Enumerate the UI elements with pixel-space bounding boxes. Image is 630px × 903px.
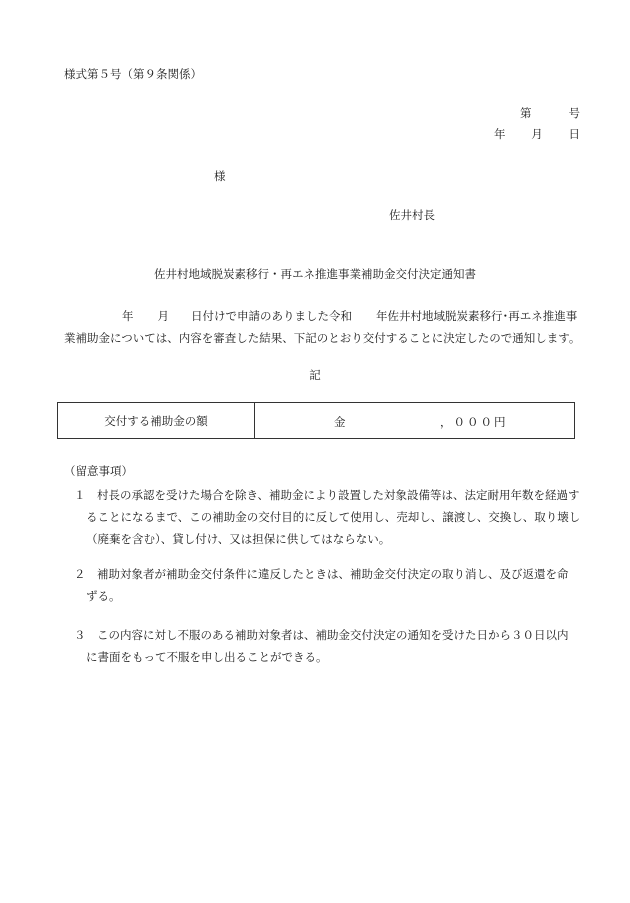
body-line-2: 業補助金については、内容を審査した結果、下記のとおり交付することに決定したので通知します。 (64, 331, 581, 345)
note-item-2 (64, 563, 594, 607)
date-year: 年 (494, 127, 506, 141)
body-paragraph (64, 305, 586, 349)
body-year: 年 (122, 309, 134, 323)
document-title: 佐井村地域脱炭素移行・再エネ推進事業補助金交付決定通知書 (154, 267, 476, 281)
addressee-honorific: 様 (214, 169, 226, 183)
amount-label: 交付する補助金の額 (58, 403, 255, 438)
amount-prefix: 金 (334, 415, 346, 429)
note-3-line-2: に書面をもって不服を申し出ることができる。 (86, 650, 328, 664)
body-line-1 (64, 305, 586, 327)
sender-name: 佐井村長 (389, 208, 435, 222)
doc-no-suffix: 号 (568, 106, 580, 120)
body-month: 月 (157, 309, 169, 323)
amount-table (57, 402, 575, 439)
doc-no-label: 第 (520, 106, 532, 120)
date-month: 月 (531, 127, 543, 141)
amount-cell (255, 403, 574, 438)
amount-value: ，０００円 (440, 415, 508, 429)
body-tail: 年佐井村地域脱炭素移行･再エネ推進事 (376, 309, 578, 323)
document-date (494, 126, 580, 142)
notes-heading: （留意事項） (64, 464, 133, 478)
note-3-line-1: ３ この内容に対し不服のある補助対象者は、補助金交付決定の通知を受けた日から３０日以内 (74, 628, 569, 642)
note-1-line-3: （廃棄を含む）、貸し付け、又は担保に供してはならない。 (86, 532, 391, 546)
note-1-line-1: １ 村長の承認を受けた場合を除き、補助金により設置した対象設備等は、法定耐用年数を経過す (74, 488, 580, 502)
document-number (500, 105, 580, 121)
body-rest: 日付けで申請のありました令和 (191, 309, 352, 323)
note-item-1 (64, 484, 594, 550)
note-item-3 (64, 624, 594, 668)
note-2-line-2: ずる。 (86, 589, 121, 603)
note-1-line-2: ることになるまで、この補助金の交付目的に反して使用し、売却し、譲渡し、交換し、取り壊し (86, 510, 581, 524)
ki-heading: 記 (309, 368, 321, 382)
form-number: 様式第５号（第９条関係） (64, 67, 202, 81)
date-day: 日 (568, 127, 580, 141)
note-2-line-1: ２ 補助対象者が補助金交付条件に違反したときは、補助金交付決定の取り消し、及び返還を命 (74, 567, 569, 581)
